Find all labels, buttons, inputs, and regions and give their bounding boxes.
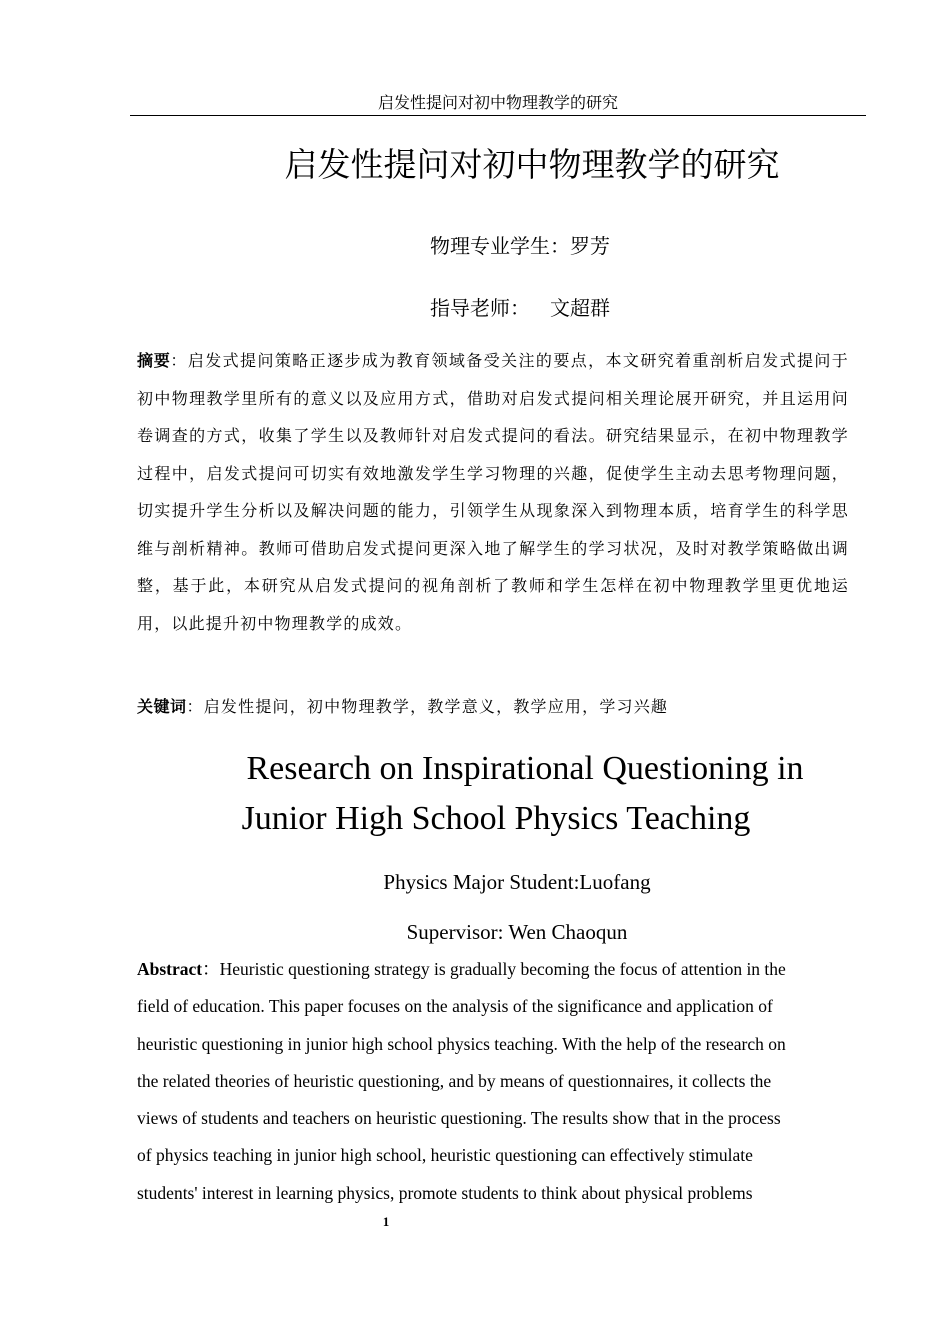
english-abstract-text: Heuristic questioning strategy is gradually becoming the focus of attention in the (219, 959, 786, 979)
english-abstract-line: the related theories of heuristic questioning, and by means of questionnaires, it collects the (137, 1070, 772, 1091)
page-number: 1 (382, 1214, 390, 1229)
advisor-label: 指导老师： (430, 296, 530, 320)
chinese-advisor (152, 294, 888, 322)
chinese-abstract (137, 342, 849, 642)
english-abstract (137, 951, 849, 1212)
chinese-abstract-separator: ： (170, 351, 188, 370)
chinese-keywords-text: 启发性提问，初中物理教学，教学意义，教学应用，学习兴趣 (203, 697, 669, 716)
english-abstract-separator: ： (202, 959, 220, 979)
english-author: Physics Major Student:Luofang (383, 870, 651, 894)
english-abstract-line: views of students and teachers on heuristic questioning. The results show that in the process (137, 1108, 781, 1129)
chinese-keywords-separator: ： (186, 697, 204, 716)
header-rule (130, 115, 866, 116)
english-title-line2: Junior High School Physics Teaching (241, 800, 751, 837)
english-abstract-line: heuristic questioning in junior high school physics teaching. With the help of the research on (137, 1033, 786, 1054)
chinese-author: 物理专业学生：罗芳 (430, 234, 610, 258)
english-abstract-line: of physics teaching in junior high school, heuristic questioning can effectively stimulate (137, 1145, 753, 1166)
advisor-name: 文超群 (550, 296, 610, 320)
english-abstract-line (137, 951, 849, 988)
chinese-keywords (137, 690, 849, 724)
running-header: 启发性提问对初中物理教学的研究 (377, 93, 618, 112)
english-abstract-line: students' interest in learning physics, promote students to think about physical problems (137, 1182, 753, 1203)
chinese-abstract-text: 启发式提问策略正逐步成为教育领域备受关注的要点，本文研究着重剖析启发式提问于初中物理教学里所有的意义以及应用方式，借助对启发式提问相关理论展开研究，并且运用问卷调查的方式，收集了学生以及教师针对启发式提问的看法。研究结果显示，在初中物理教学过程中，启发式提问可切实有效地激发学生学习物理的兴趣，促使学生主动去思考物理问题，切实提升学生分析以及解决问题的能力，引领学生从现象深入到物理本质，培育学生的科学思维与剖析精神。教师可借助启发式提问更深入地了解学生的学习状况，及时对教学策略做出调整，基于此，本研究从启发式提问的视角剖析了教师和学生怎样在初中物理教学里更优地运用，以此提升初中物理教学的成效。 (137, 351, 849, 633)
chinese-abstract-label: 摘要 (137, 351, 171, 370)
english-abstract-label: Abstract (137, 959, 203, 979)
english-title (130, 744, 920, 844)
english-abstract-line: field of education. This paper focuses on the analysis of the significance and application of (137, 996, 773, 1017)
chinese-keywords-label: 关键词 (137, 697, 187, 716)
english-advisor: Supervisor: Wen Chaoqun (406, 920, 628, 944)
english-title-line1: Research on Inspirational Questioning in (246, 750, 804, 787)
chinese-title: 启发性提问对初中物理教学的研究 (284, 145, 780, 184)
